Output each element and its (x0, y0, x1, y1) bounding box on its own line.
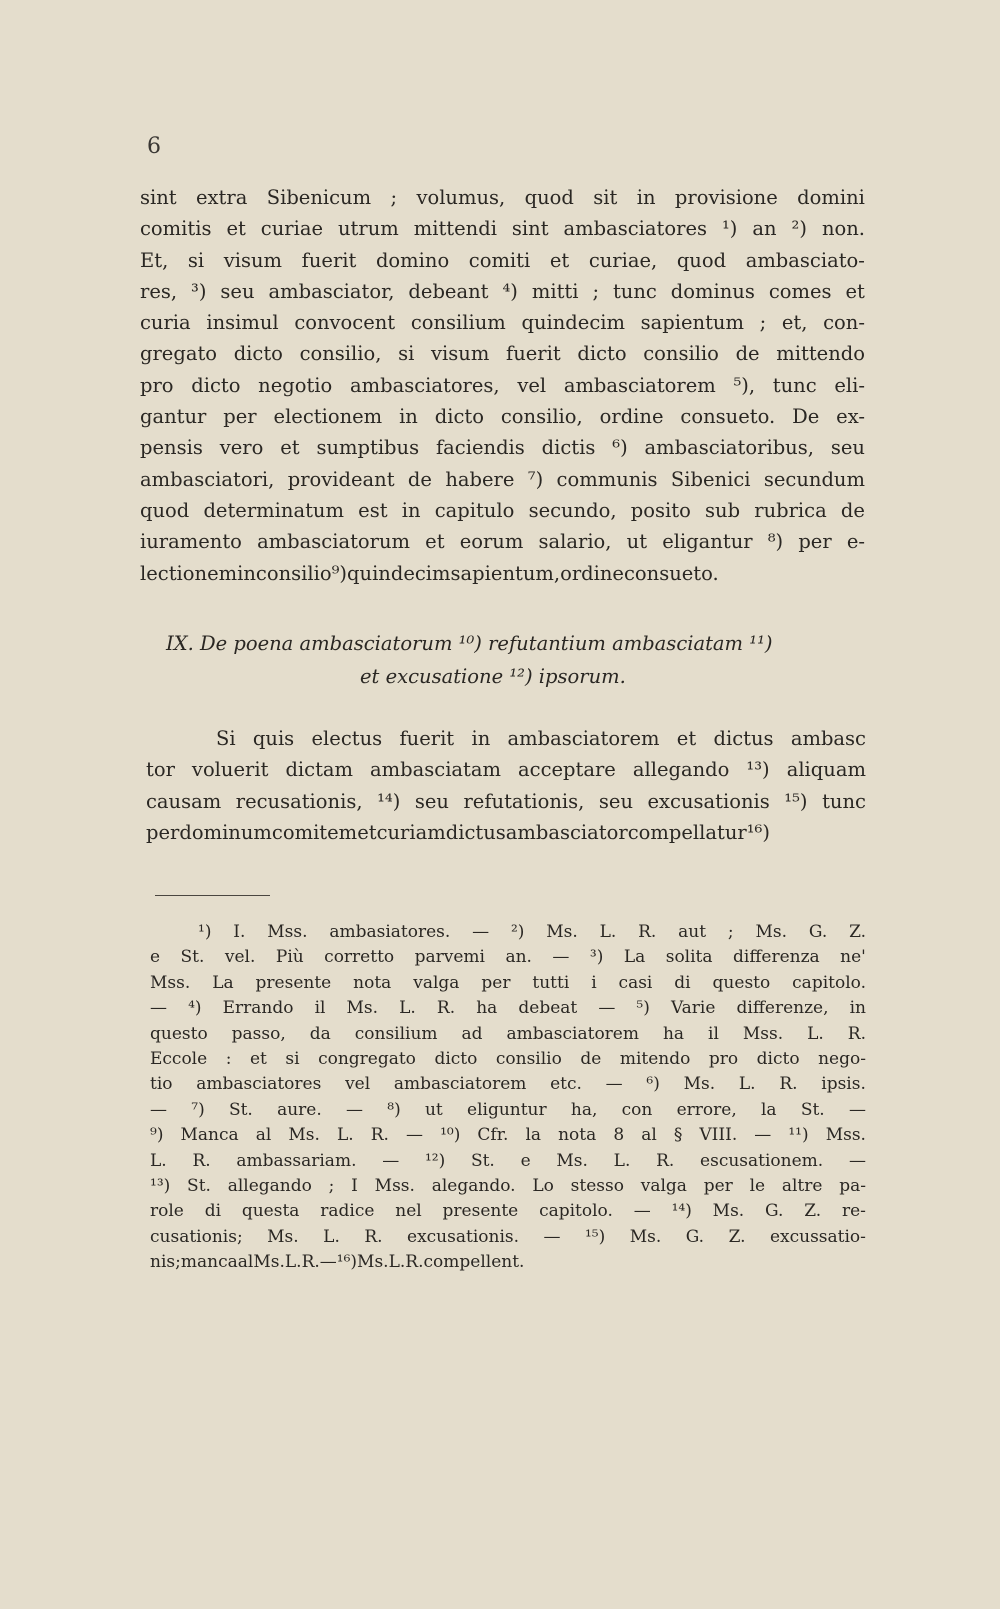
footnotes-line: nis ; manca al Ms. L. R. — ¹⁶) Ms. L. R. compellent. (150, 1252, 525, 1273)
paragraph-1-line: sint extra Sibenicum ; volumus, quod sit in provisione domini (140, 186, 865, 209)
paragraph-1-line: comitis et curiae utrum mittendi sint ambasciatores ¹) an ²) non. (140, 217, 865, 241)
footnotes-line: tio ambasciatores vel ambasciatorem etc. — ⁶) Ms. L. R. ipsis. (150, 1074, 866, 1095)
footnotes-line: e St. vel. Più corretto parvemi an. — ³) La solita differenza ne' (150, 947, 866, 968)
paragraph-two (146, 723, 866, 848)
paragraph-1-line: res, ³) seu ambasciator, debeant ⁴) mitti ; tunc dominus comes et (140, 279, 865, 303)
footnotes-line: L. R. ambassariam. — ¹²) St. e Ms. L. R. escusationem. — (150, 1150, 866, 1171)
paragraph-one (140, 182, 865, 589)
footnotes-line: role di questa radice nel presente capitolo. — ¹⁴) Ms. G. Z. re- (150, 1201, 866, 1222)
paragraph-2-line: per dominum comitem et curiam dictus ambasciator compellatur ¹⁶) (146, 820, 770, 844)
paragraph-1-line: Et, si visum fuerit domino comiti et curiae, quod ambasciato- (140, 248, 865, 272)
footnotes (150, 920, 866, 1275)
footnotes-line: ¹³) St. allegando ; I Mss. alegando. Lo stesso valga per le altre pa- (150, 1175, 866, 1196)
paragraph-1-line: pro dicto negotio ambasciatores, vel ambasciatorem ⁵), tunc eli- (140, 373, 865, 397)
paragraph-1-line: pensis vero et sumptibus faciendis dictis ⁶) ambasciatoribus, seu (140, 436, 865, 460)
chapter-heading (140, 627, 865, 693)
paragraph-1-line: ambasciatori, provideant de habere ⁷) communis Sibenici secundum (140, 467, 865, 491)
footnotes-line: — ⁷) St. aure. — ⁸) ut eliguntur ha, con errore, la St. — (150, 1099, 866, 1120)
footnotes-line: Mss. La presente nota valga per tutti i casi di questo capitolo. (150, 972, 866, 993)
page-number: 6 (147, 134, 161, 159)
paragraph-2-line: Si quis electus fuerit in ambasciatorem et dictus ambasc (216, 727, 866, 750)
footnotes-line: — ⁴) Errando il Ms. L. R. ha debeat — ⁵) Varie differenze, in (150, 998, 866, 1019)
footnotes-line: ⁹) Manca al Ms. L. R. — ¹⁰) Cfr. la nota 8 al § VIII. — ¹¹) Mss. (150, 1125, 866, 1146)
heading-line-2: et excusatione ¹²) ipsorum. (360, 665, 626, 688)
footnotes-line: questo passo, da consilium ad ambasciatorem ha il Mss. L. R. (150, 1023, 866, 1044)
paragraph-1-line: iuramento ambasciatorum et eorum salario, ut eligantur ⁸) per e- (140, 530, 865, 554)
paragraph-2-line: tor voluerit dictam ambasciatam acceptare allegando ¹³) aliquam (146, 758, 866, 782)
paragraph-1-line: gregato dicto consilio, si visum fuerit dicto consilio de mittendo (140, 342, 865, 366)
footnote-divider (155, 895, 270, 896)
footnotes-line: ¹) I. Mss. ambasiatores. — ²) Ms. L. R. aut ; Ms. G. Z. (198, 922, 866, 942)
footnotes-line: Eccole : et si congregato dicto consilio de mitendo pro dicto nego- (150, 1048, 866, 1069)
paragraph-1-line: gantur per electionem in dicto consilio, ordine consueto. De ex- (140, 405, 865, 429)
heading-line-1: IX. De poena ambasciatorum ¹⁰) refutantium ambasciatam ¹¹) (166, 632, 773, 655)
footnotes-line: cusationis; Ms. L. R. excusationis. — ¹⁵) Ms. G. Z. excussatio- (150, 1226, 866, 1247)
paragraph-1-line: quod determinatum est in capitulo secundo, posito sub rubrica de (140, 498, 865, 522)
paragraph-1-line: lectionem in consilio ⁹) quindecim sapientum, ordine consueto. (140, 561, 719, 585)
paragraph-1-line: curia insimul convocent consilium quindecim sapientum ; et, con- (140, 311, 865, 335)
paragraph-2-line: causam recusationis, ¹⁴) seu refutationis, seu excusationis ¹⁵) tunc (146, 789, 866, 813)
